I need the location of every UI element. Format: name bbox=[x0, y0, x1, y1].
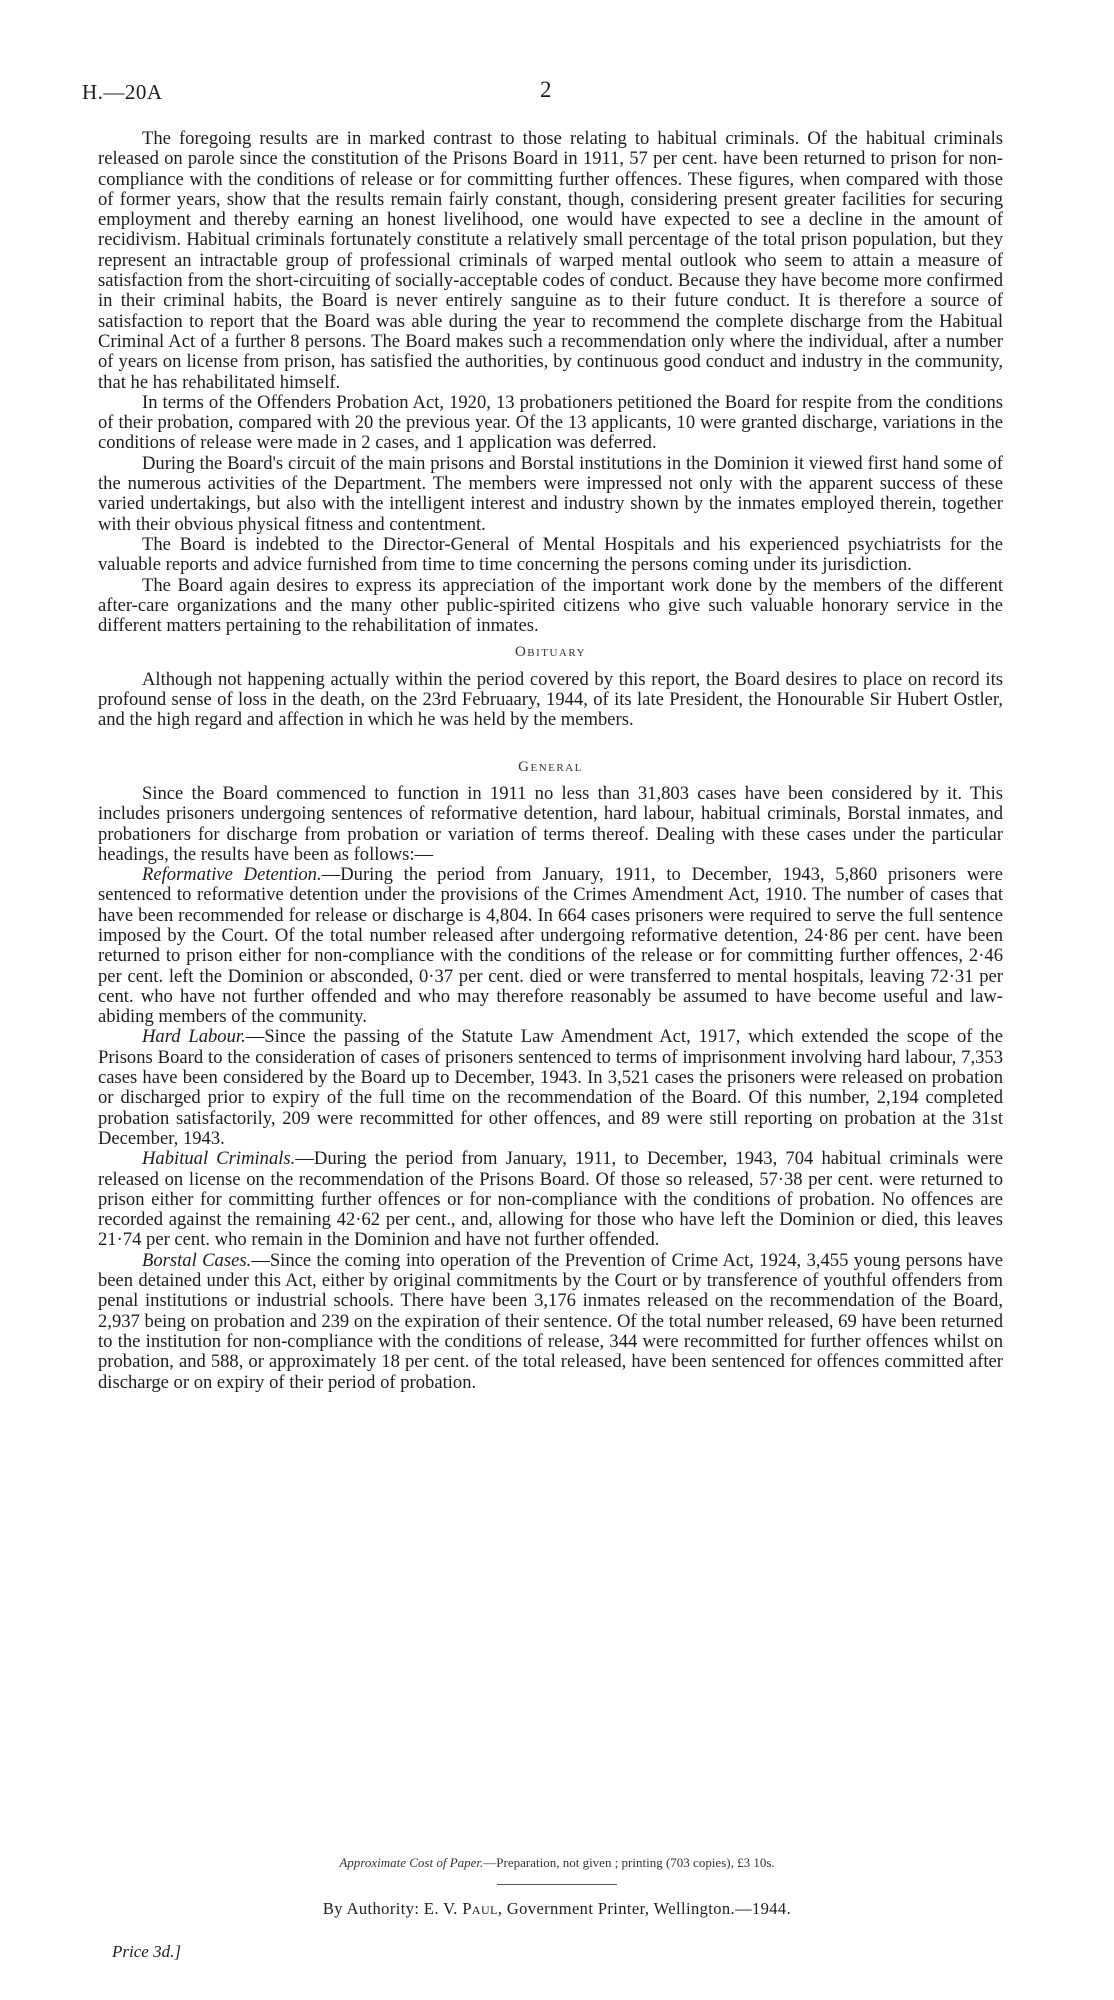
printer-name: E. V. Paul, bbox=[423, 1899, 503, 1918]
cost-label: Approximate Cost of Paper. bbox=[339, 1855, 484, 1870]
hard-labour-lead: Hard Labour. bbox=[142, 1026, 246, 1048]
printer-authority-line bbox=[0, 1899, 1114, 1919]
hard-labour-paragraph bbox=[98, 1027, 1003, 1149]
page-number: 2 bbox=[540, 77, 552, 102]
footer-divider bbox=[497, 1884, 617, 1885]
habitual-criminals-paragraph bbox=[98, 1149, 1003, 1250]
body-text bbox=[98, 129, 1003, 1393]
paragraph-board-circuit: During the Board's circuit of the main prisons and Borstal institutions in the Dominion it viewed first hand some of the numerous activities of the Department. The members were impressed not only with the apparent success of these varied undertakings, but also with the intelligent interest and industry shown by the inmates employed therein, together with their obvious physical fitness and contentment. bbox=[98, 452, 1003, 535]
obituary-heading: Obituary bbox=[514, 644, 587, 661]
general-heading: General bbox=[518, 758, 583, 775]
paragraph-habitual-criminals-overview: The foregoing results are in marked contrast to those relating to habitual criminals. Of the habitual criminals released on parole since the constitution of the Prisons Board in 1911, 57 per cent. have been returned to prison for non-compliance with the conditions of release or for committing further offences. These figures, when compared with those of former years, show that the results remain fairly constant, though, considering present greater facilities for securing employment and thereby earning an honest livelihood, one would have expected to see a decline in the amount of recidivism. Habitual criminals fortunately constitute a relatively small percentage of the total prison population, but they represent an intractable group of professional criminals of warped mental outlook who seem to attain a measure of satisfaction from the short-circuiting of socially-acceptable codes of conduct. Because they have become more confirmed in their criminal habits, the Board is never entirely sanguine as to their future conduct. It is therefore a source of satisfaction to report that the Board was able during the year to recommend the complete discharge from the Habitual Criminal Act of a further 8 persons. The Board makes such a recommendation only where the individual, after a number of years on license from prison, has satisfied the authorities, by continuous good conduct and industry in the community, that he has rehabilitated himself. bbox=[98, 128, 1003, 393]
paragraph-after-care: The Board again desires to express its appreciation of the important work done by the members of the different after-care organizations and the many other public-spirited citizens who give such valuable honorary service in the different matters pertaining to the rehabilitation of inmates. bbox=[98, 574, 1003, 637]
obituary-paragraph: Although not happening actually within the period covered by this report, the Board desires to place on record its profound sense of loss in the death, on the 23rd Februaary, 1944, of its late President, the Honourable Sir Hubert Ostler, and the high regard and affection in which he was held by the members. bbox=[98, 668, 1003, 731]
borstal-cases-lead: Borstal Cases. bbox=[142, 1249, 252, 1271]
borstal-cases-text: —Since the coming into operation of the Prevention of Crime Act, 1924, 3,455 young persons have been detained under this Act, either by original commitments by the Court or by transference of youthful offenders from penal institutions or industrial schools. There have been 3,176 inmates released on the recommendation of the Board, 2,937 being on probation and 239 on the expiration of their sentence. Of the total number released, 69 have been returned to the institution for non-compliance with the conditions of release, 344 were recommitted for further offences whilst on probation, and 588, or approximately 18 per cent. of the total released, have been sentenced for offences committed after discharge or on expiry of their period of probation. bbox=[98, 1249, 1003, 1393]
cost-text: —Preparation, not given ; printing (703 copies), £3 10s. bbox=[483, 1855, 775, 1870]
document-reference: H.—20A bbox=[82, 80, 163, 104]
authority-prefix: By Authority: bbox=[322, 1899, 420, 1918]
reformative-detention-lead: Reformative Detention. bbox=[142, 864, 322, 886]
reformative-detention-text: —During the period from January, 1911, to December, 1943, 5,860 prisoners were sentenced to reformative detention under the provisions of the Crimes Amendment Act, 1910. The number of cases that have been recommended for release or discharge is 4,804. In 664 cases prisoners were required to serve the full sentence imposed by the Court. Of the total number released after undergoing reformative detention, 24·86 per cent. have been returned to prison either for non-compliance with the conditions of the release or for committing further offences, 2·46 per cent. left the Dominion or absconded, 0·37 per cent. died or were transferred to mental hospitals, leaving 72·31 per cent. who have not further offended and who may therefore reasonably be assumed to have become useful and law-abiding members of the community. bbox=[98, 864, 1003, 1028]
paragraph-probation-act: In terms of the Offenders Probation Act, 1920, 13 probationers petitioned the Board for respite from the conditions of their probation, compared with 20 the previous year. Of the 13 applicants, 10 were granted discharge, variations in the conditions of release were made in 2 cases, and 1 application was deferred. bbox=[98, 391, 1003, 454]
reformative-detention-paragraph bbox=[98, 865, 1003, 1027]
authority-suffix: Government Printer, Wellington.—1944. bbox=[506, 1899, 792, 1918]
paragraph-mental-hospitals: The Board is indebted to the Director-General of Mental Hospitals and his experienced psychiatrists for the valuable reports and advice furnished from time to time concerning the persons coming under its jurisdiction. bbox=[98, 533, 1003, 576]
habitual-criminals-lead: Habitual Criminals. bbox=[142, 1148, 296, 1170]
habitual-criminals-text: —During the period from January, 1911, to December, 1943, 704 habitual criminals were released on license on the recommendation of the Prisons Board. Of those so released, 57·38 per cent. were returned to prison either for committing further offences or for non-compliance with the conditions of probation. No offences are recorded against the remaining 42·62 per cent., and, allowing for those who have left the Dominion or died, this leaves 21·74 per cent. who remain in the Dominion and have not further offended. bbox=[98, 1148, 1004, 1251]
hard-labour-text: —Since the passing of the Statute Law Amendment Act, 1917, which extended the scope of the Prisons Board to the consideration of cases of prisoners sentenced to terms of imprisonment involving hard labour, 7,353 cases have been considered by the Board up to December, 1943. In 3,521 cases the prisoners were released on probation or discharged prior to expiry of the full time on the recommendation of the Board. Of this number, 2,194 completed probation satisfactorily, 209 were recommitted for other offences, and 89 were still reporting on probation at the 31st December, 1943. bbox=[98, 1026, 1003, 1149]
general-intro-paragraph: Since the Board commenced to function in 1911 no less than 31,803 cases have been considered by it. This includes prisoners undergoing sentences of reformative detention, hard labour, habitual criminals, Borstal inmates, and probationers for discharge from probation or variation of terms thereof. Dealing with these cases under the particular headings, the results have been as follows:— bbox=[98, 782, 1003, 865]
borstal-cases-paragraph bbox=[98, 1251, 1003, 1393]
cost-of-paper-note bbox=[0, 1855, 1114, 1871]
price-label: Price 3d.] bbox=[112, 1942, 181, 1961]
